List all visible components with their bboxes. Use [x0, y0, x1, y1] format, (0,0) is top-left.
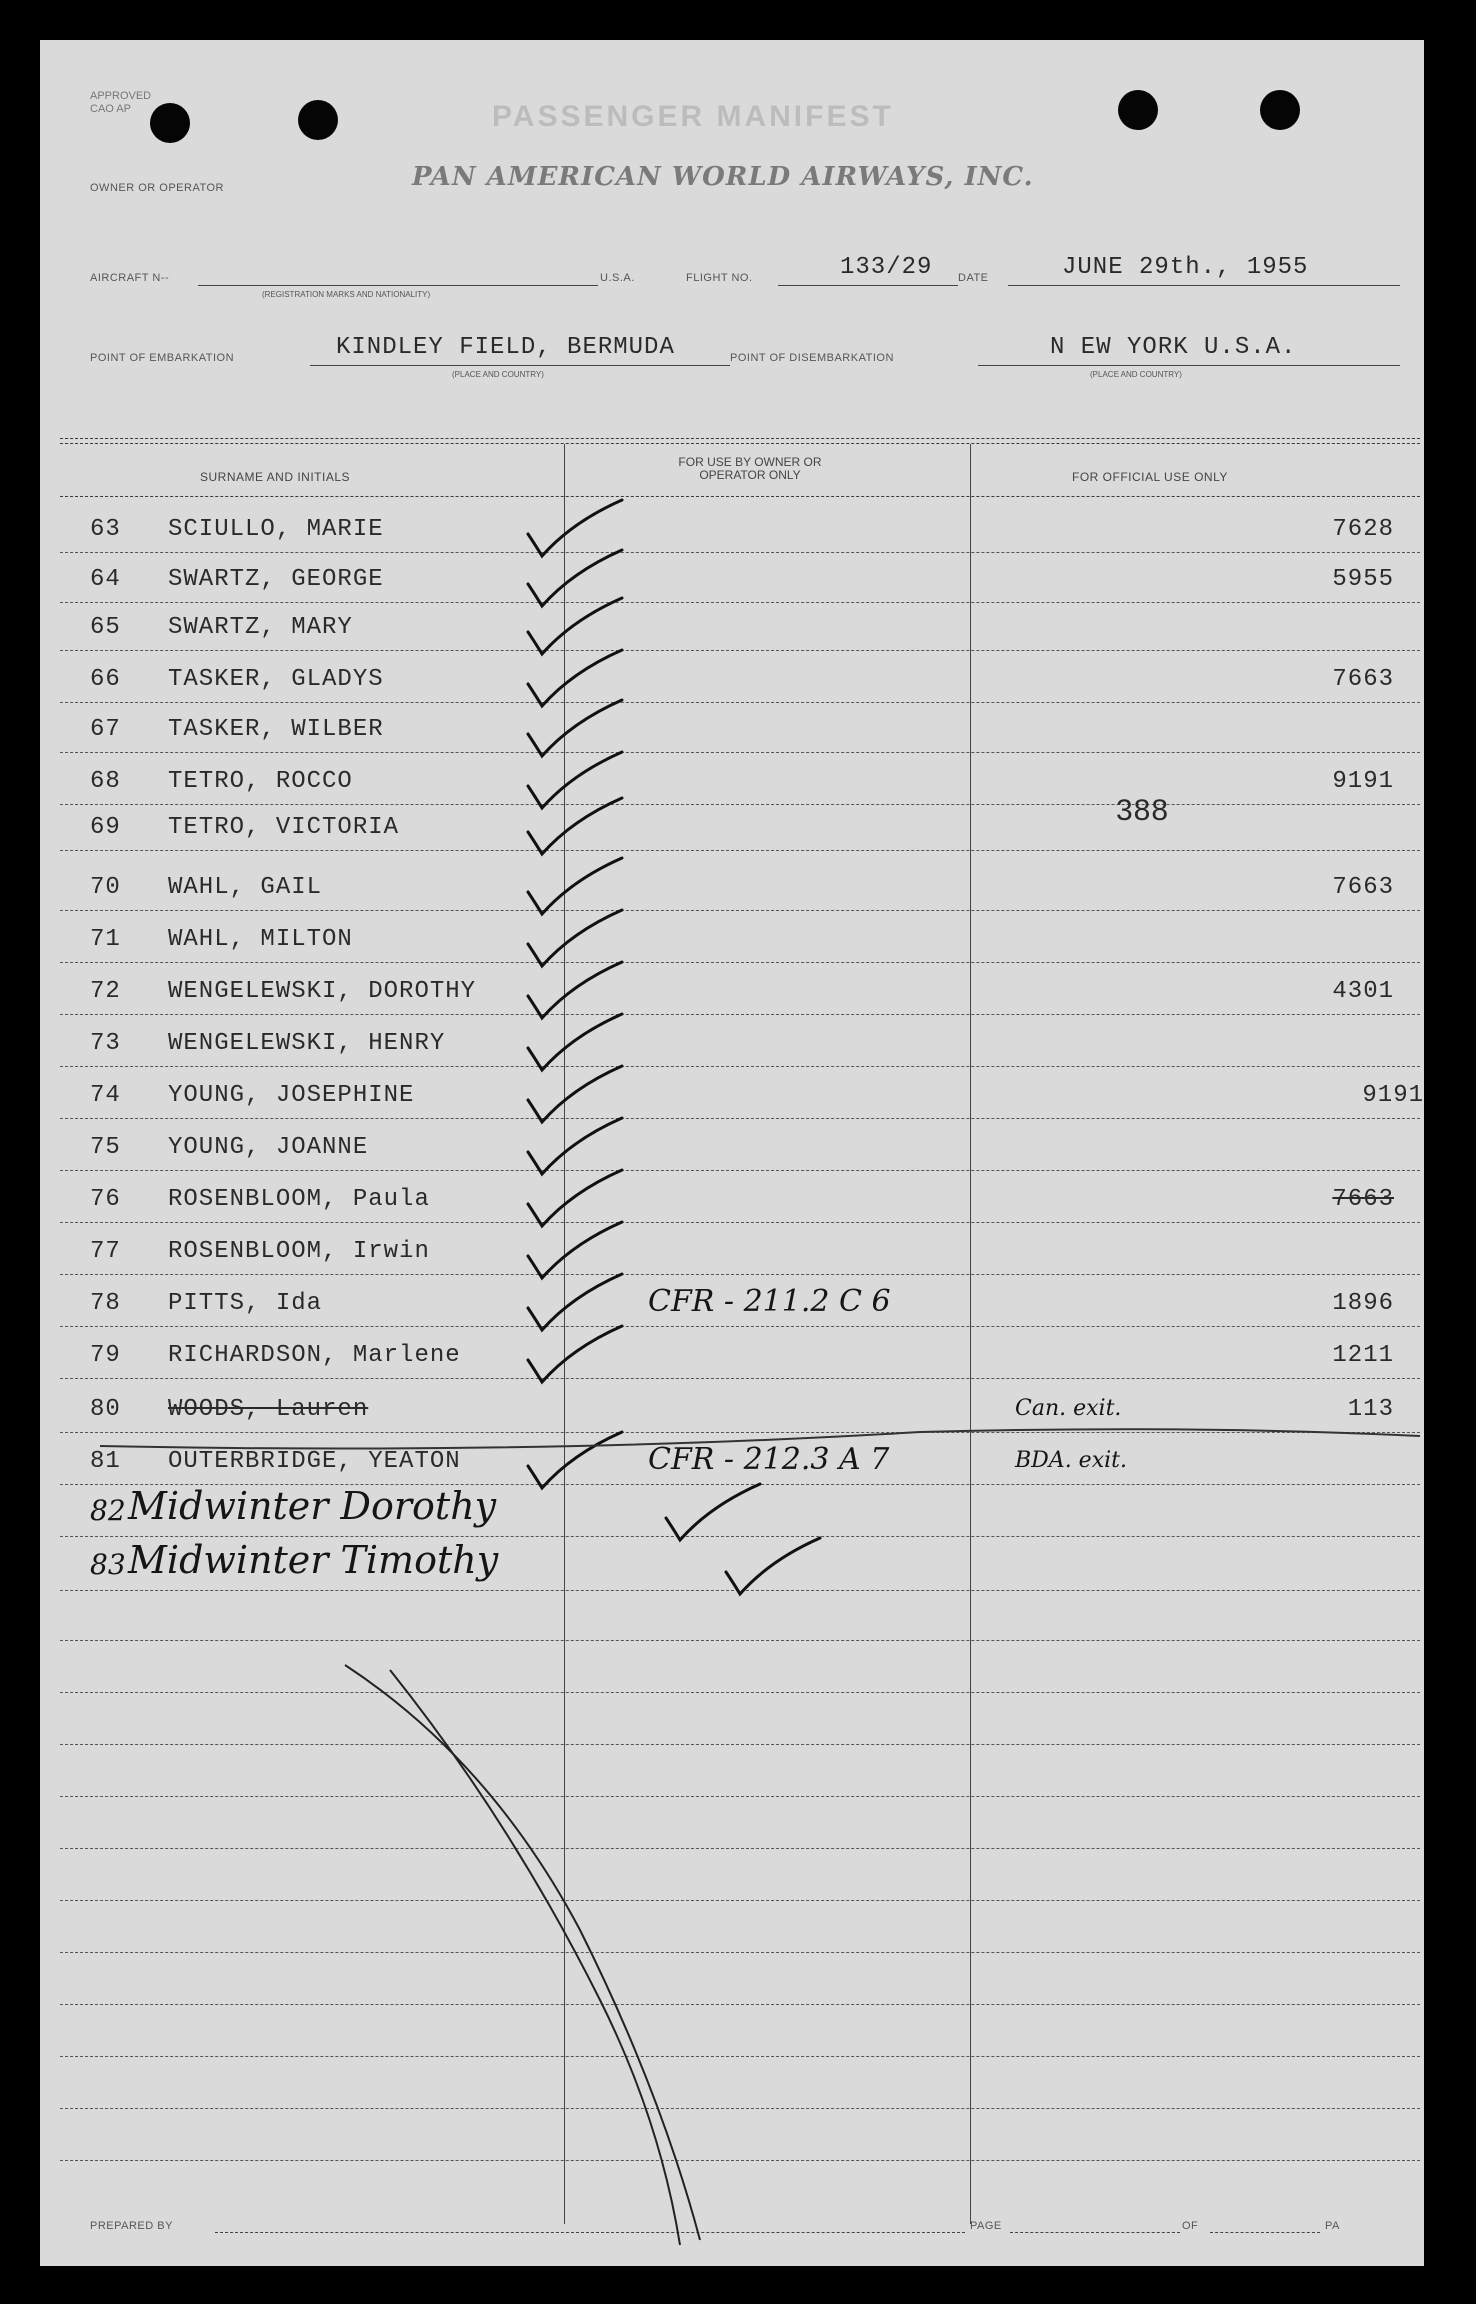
passenger-number: 82	[90, 1494, 126, 1527]
aircraft-label: AIRCRAFT N--	[90, 272, 170, 284]
passenger-name: WOODS, Lauren	[168, 1396, 369, 1423]
passenger-number: 78	[90, 1290, 121, 1317]
official-code: 7663	[1332, 874, 1394, 901]
col-header-owner-use: FOR USE BY OWNER OR OPERATOR ONLY	[678, 455, 822, 482]
passenger-number: 77	[90, 1238, 121, 1265]
prepared-by-label: PREPARED BY	[90, 2220, 173, 2232]
passenger-name: TETRO, ROCCO	[168, 768, 353, 795]
passenger-name: SWARTZ, MARY	[168, 614, 353, 641]
embarkation-value: KINDLEY FIELD, BERMUDA	[336, 334, 675, 361]
official-code: 9191	[1332, 768, 1394, 795]
flight-number: 133/29	[840, 254, 933, 281]
passenger-number: 69	[90, 814, 121, 841]
disembarkation-place-note: (PLACE AND COUNTRY)	[1090, 370, 1182, 379]
passenger-name: RICHARDSON, Marlene	[168, 1342, 461, 1369]
disembarkation-value: N EW YORK U.S.A.	[1050, 334, 1297, 361]
passenger-number: 83	[90, 1548, 126, 1581]
passenger-name: PITTS, Ida	[168, 1290, 323, 1317]
col-header-official-use: FOR OFFICIAL USE ONLY	[1072, 470, 1228, 484]
official-code: 7663	[1332, 666, 1394, 693]
owner-label: OWNER OR OPERATOR	[90, 182, 224, 194]
official-code: 9191	[1362, 1082, 1424, 1109]
official-code: 4301	[1332, 978, 1394, 1005]
form-title: PASSENGER MANIFEST	[492, 100, 894, 133]
passenger-name: TASKER, WILBER	[168, 716, 384, 743]
col-header-surname: SURNAME AND INITIALS	[200, 470, 351, 484]
passenger-number: 64	[90, 566, 121, 593]
passenger-number: 76	[90, 1186, 121, 1213]
official-code: 113	[1347, 1396, 1394, 1423]
passenger-number: 81	[90, 1448, 121, 1475]
embarkation-place-note: (PLACE AND COUNTRY)	[452, 370, 544, 379]
passenger-name: TASKER, GLADYS	[168, 666, 384, 693]
passenger-number: 66	[90, 666, 121, 693]
passenger-name: Midwinter Dorothy	[128, 1484, 497, 1528]
passenger-name: WAHL, MILTON	[168, 926, 353, 953]
official-note: BDA. exit.	[1015, 1448, 1127, 1473]
date-label: DATE	[958, 272, 989, 284]
page-label: PAGE	[970, 2220, 1002, 2232]
passenger-name: SWARTZ, GEORGE	[168, 566, 384, 593]
official-code: 7628	[1332, 516, 1394, 543]
flight-date: JUNE 29th., 1955	[1062, 254, 1309, 281]
passenger-name: WENGELEWSKI, HENRY	[168, 1030, 446, 1057]
of-label: OF	[1182, 2220, 1199, 2232]
passenger-name: WAHL, GAIL	[168, 874, 323, 901]
official-code: 1211	[1332, 1342, 1394, 1369]
official-note: Can. exit.	[1015, 1396, 1122, 1421]
approval-stamp: APPROVED CAO AP	[90, 90, 152, 115]
passenger-number: 74	[90, 1082, 121, 1109]
passenger-name: YOUNG, JOSEPHINE	[168, 1082, 415, 1109]
passenger-number: 63	[90, 516, 121, 543]
passenger-name: YOUNG, JOANNE	[168, 1134, 369, 1161]
flight-label: FLIGHT NO.	[686, 272, 753, 284]
embarkation-label: POINT OF EMBARKATION	[90, 352, 235, 364]
official-code: 5955	[1332, 566, 1394, 593]
country-label: U.S.A.	[600, 272, 635, 284]
passenger-name: ROSENBLOOM, Irwin	[168, 1238, 430, 1265]
passenger-name: WENGELEWSKI, DOROTHY	[168, 978, 477, 1005]
official-code: 7663	[1332, 1186, 1394, 1213]
passenger-name: TETRO, VICTORIA	[168, 814, 400, 841]
company-name: PAN AMERICAN WORLD AIRWAYS, INC.	[412, 162, 1034, 192]
passenger-name: OUTERBRIDGE, YEATON	[168, 1448, 461, 1475]
registration-note: (REGISTRATION MARKS AND NATIONALITY)	[262, 290, 431, 299]
passenger-number: 71	[90, 926, 121, 953]
passenger-name: Midwinter Timothy	[128, 1538, 499, 1582]
passenger-name: ROSENBLOOM, Paula	[168, 1186, 430, 1213]
passenger-number: 68	[90, 768, 121, 795]
disembarkation-label: POINT OF DISEMBARKATION	[730, 352, 894, 364]
passenger-number: 70	[90, 874, 121, 901]
official-code: 1896	[1332, 1290, 1394, 1317]
pa-label: PA	[1325, 2220, 1340, 2232]
passenger-number: 80	[90, 1396, 121, 1423]
official-note: 388	[1116, 794, 1170, 827]
passenger-number: 65	[90, 614, 121, 641]
owner-note: CFR - 212.3 A 7	[648, 1442, 890, 1477]
passenger-name: SCIULLO, MARIE	[168, 516, 384, 543]
passenger-number: 73	[90, 1030, 121, 1057]
passenger-number: 75	[90, 1134, 121, 1161]
manifest-sheet	[40, 40, 1424, 2266]
passenger-number: 79	[90, 1342, 121, 1369]
void-stroke	[40, 40, 1424, 2266]
owner-note: CFR - 211.2 C 6	[648, 1284, 891, 1319]
passenger-number: 67	[90, 716, 121, 743]
passenger-number: 72	[90, 978, 121, 1005]
